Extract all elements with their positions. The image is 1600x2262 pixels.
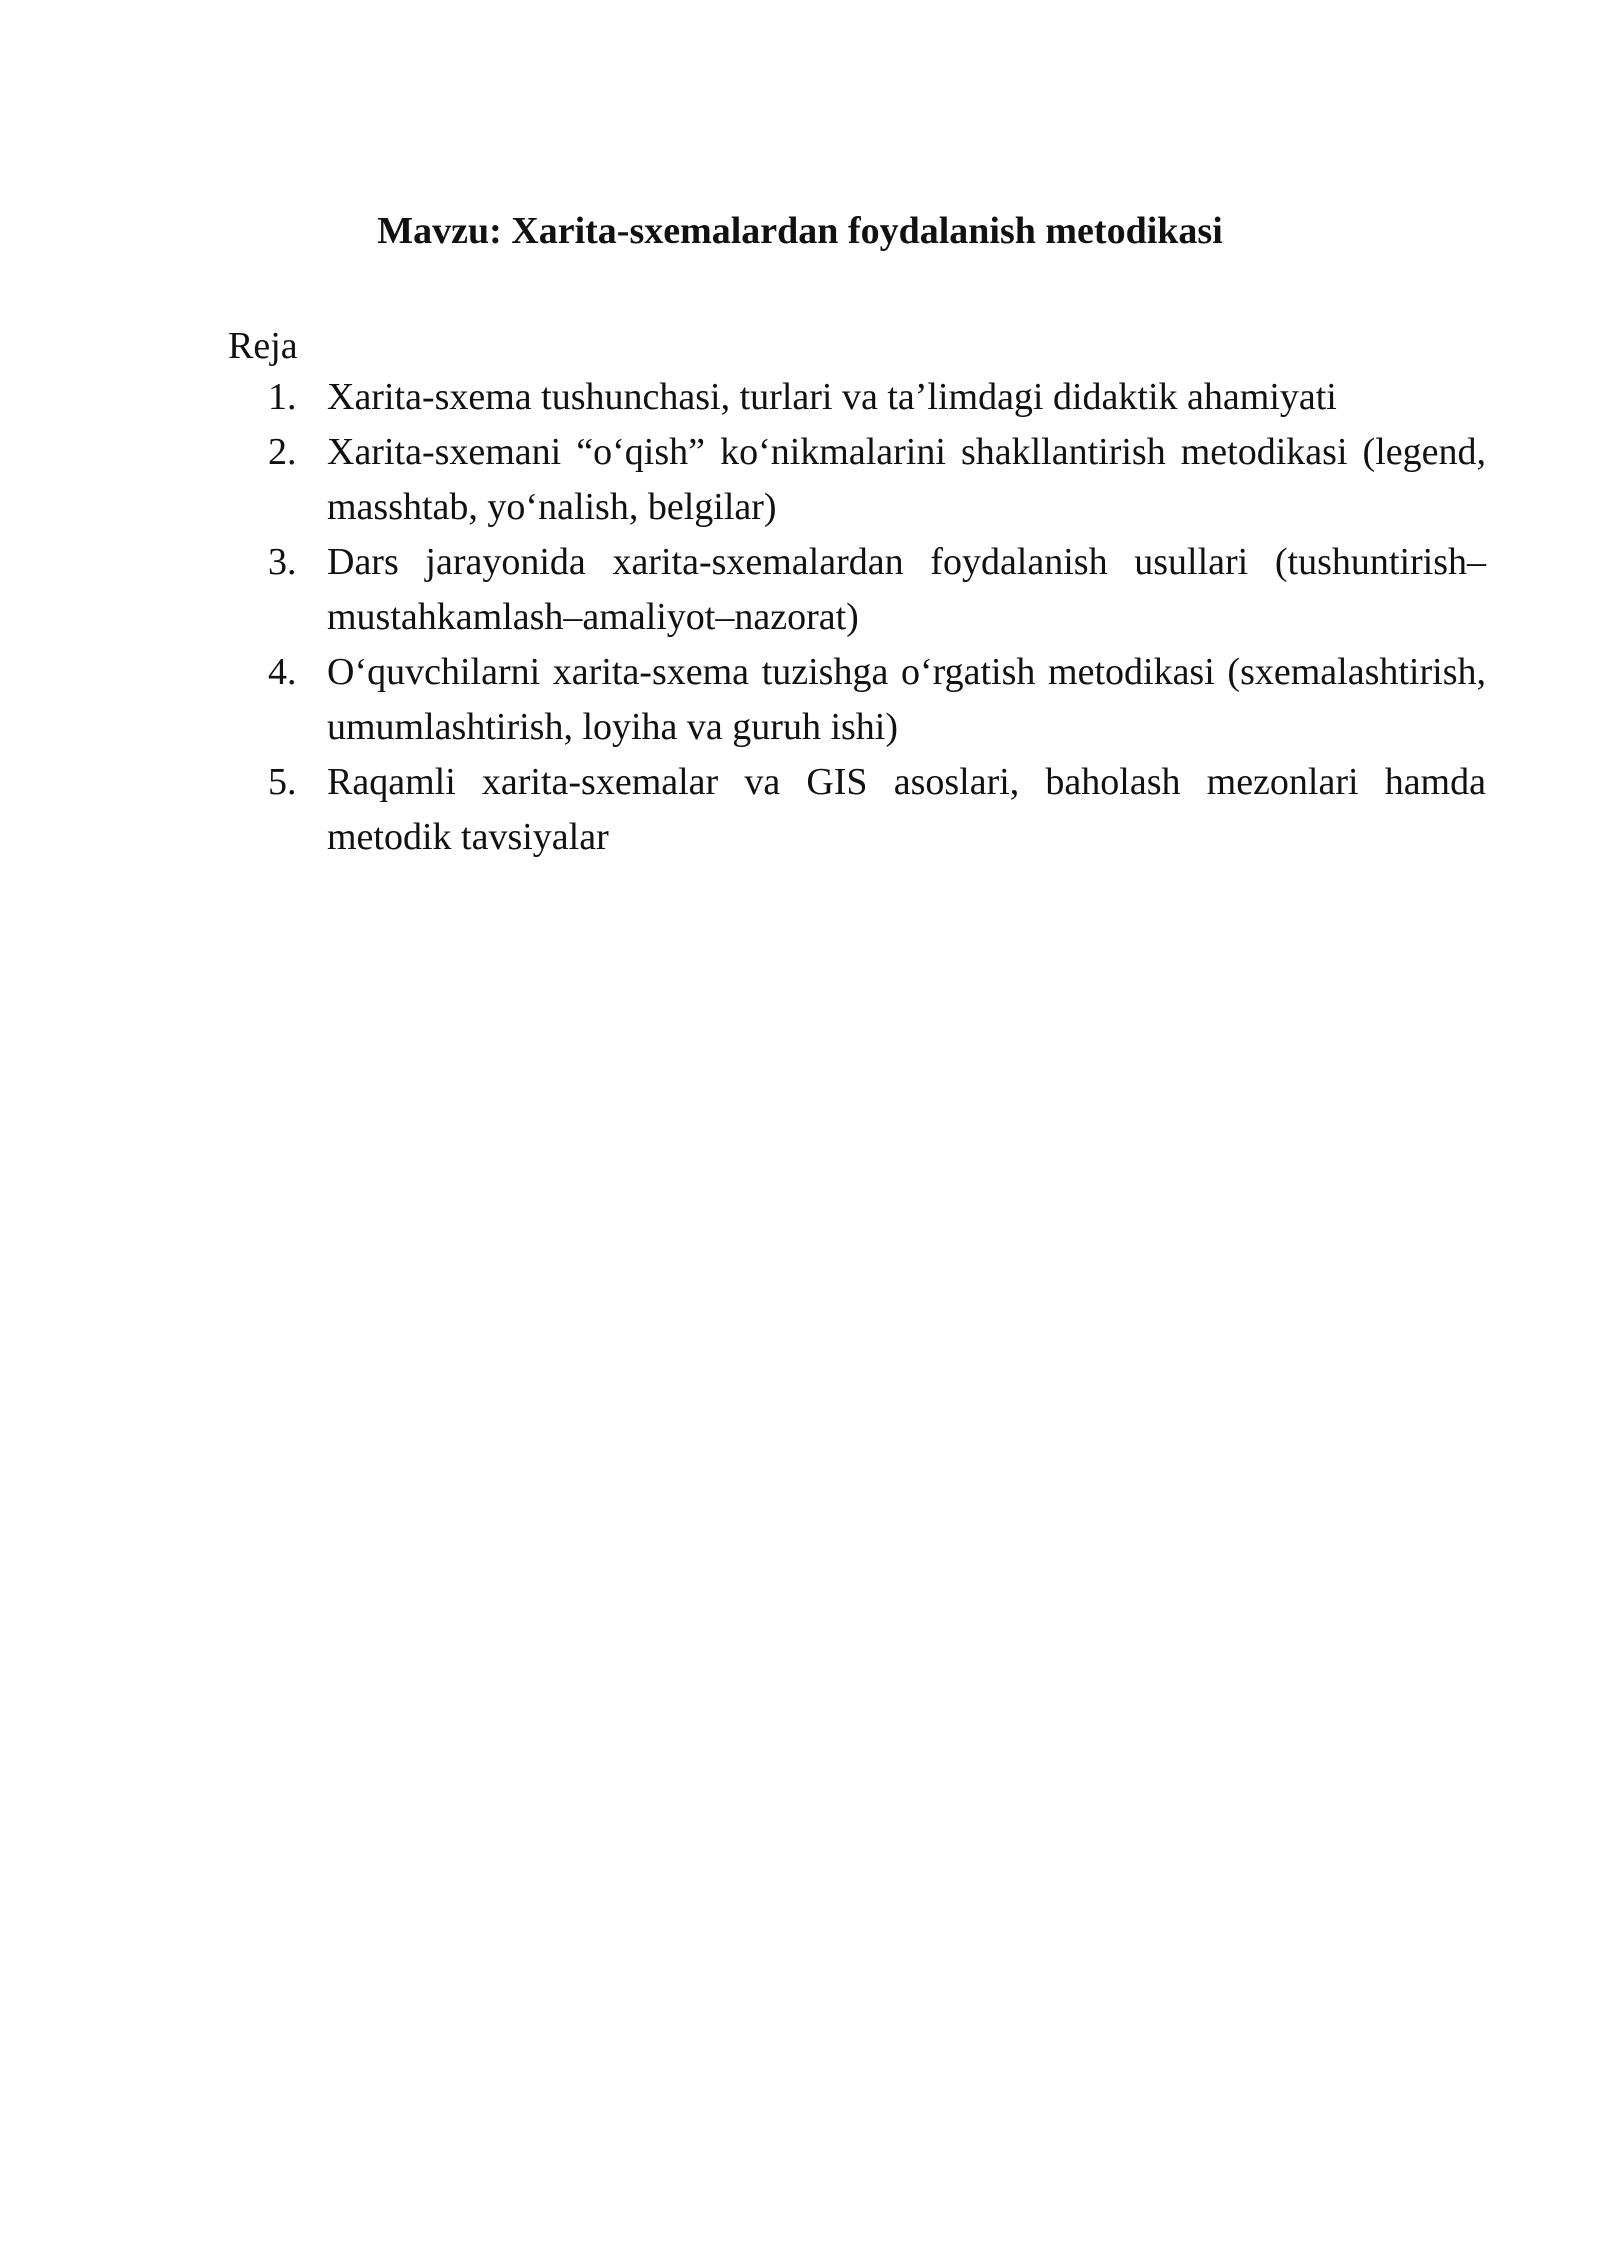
plan-item-1	[268, 370, 1486, 425]
document-title: Mavzu: Xarita-sxemalardan foydalanish metodikasi	[377, 210, 1223, 252]
plan-item-number: 5.	[268, 761, 297, 803]
plan-item-number: 2.	[268, 431, 297, 473]
plan-item-text: O‘quvchilarni xarita-sxema tuzishga o‘rgatish metodikasi (sxemalashtirish, umumlashtirish, loyiha va guruh ishi)	[327, 651, 1486, 748]
plan-heading: Reja	[228, 325, 298, 367]
plan-item-4	[268, 645, 1486, 755]
plan-list	[268, 370, 1486, 865]
plan-item-number: 1.	[268, 376, 297, 418]
plan-item-3	[268, 535, 1486, 645]
plan-item-5	[268, 755, 1486, 865]
plan-item-number: 3.	[268, 541, 297, 583]
plan-item-text: Dars jarayonida xarita-sxemalardan foydalanish usullari (tushuntirish–mustahkamlash–amaliyot–nazorat)	[327, 541, 1486, 638]
plan-item-number: 4.	[268, 651, 297, 693]
plan-item-text: Xarita-sxema tushunchasi, turlari va ta’limdagi didaktik ahamiyati	[327, 376, 1337, 418]
plan-item-text: Raqamli xarita-sxemalar va GIS asoslari, baholash mezonlari hamda metodik tavsiyalar	[327, 761, 1486, 858]
plan-item-text: Xarita-sxemani “o‘qish” ko‘nikmalarini shakllantirish metodikasi (legend, masshtab, yo‘nalish, belgilar)	[327, 431, 1486, 528]
plan-item-2	[268, 425, 1486, 535]
